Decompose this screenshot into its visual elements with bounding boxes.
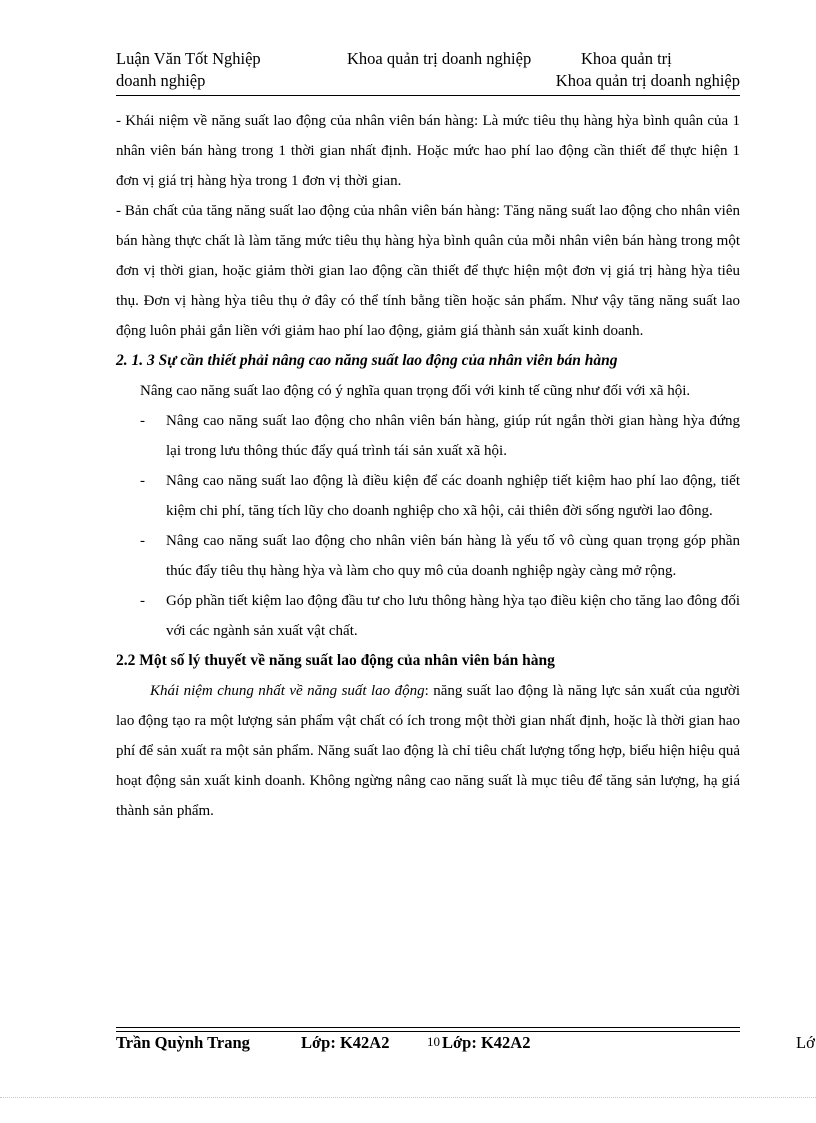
list-item-text: Nâng cao năng suất lao động là điều kiện để các doanh nghiệp tiết kiệm hao phí lao động, tiết kiệm chi phí, tăng tích lũy cho doanh nghiệp cho xã hội, cải thiên đời sống người lao đông. — [166, 473, 740, 519]
bullet-dash: - — [140, 593, 145, 609]
footer-class-duplicate: Lớp: K42A2 — [442, 1033, 531, 1052]
footer-divider-bottom — [116, 1031, 740, 1032]
list-item — [116, 586, 740, 646]
footer-divider-top — [116, 1027, 740, 1028]
paragraph-general-concept-text: : năng suất lao động là năng lực sản xuất của người lao động tạo ra một lượng sản phẩm vật chất có ích trong một thời gian nhất định, hoặc là thời gian hao phí để sản xuất ra một sản phẩm. Năng suất lao động là chỉ tiêu chất lượng tổng hợp, biểu hiện hiệu quả hoạt động sản xuất kinh doanh. Không ngừng nâng cao năng suất là mục tiêu để tăng sản lượng, hạ giá thành sản phẩm. — [116, 683, 740, 819]
header-continuation: doanh nghiệp — [116, 71, 206, 90]
header-divider — [116, 95, 740, 96]
list-item — [116, 466, 740, 526]
page-bottom-border — [0, 1097, 816, 1098]
bullet-list — [116, 406, 740, 646]
bullet-dash: - — [140, 533, 145, 549]
paragraph-nature: - Bản chất của tăng năng suất lao động của nhân viên bán hàng: Tăng năng suất lao động cho nhân viên bán hàng thực chất là làm tăng mức tiêu thụ hàng hỳa bình quân của mỗi nhân viên bán hàng trong một đơn vị thời gian, hoặc giảm thời gian lao động cần thiết để thực hiện một đơn vị giá trị hàng hỳa tiêu thụ. Đơn vị hàng hỳa tiêu thụ ở đây có thể tính bằng tiền hoặc sản phẩm. Như vậy tăng năng suất lao động luôn phải gắn liền với giảm hao phí lao động, giảm giá thành sản xuất kinh doanh. — [116, 203, 740, 339]
page-number: 10 — [427, 1034, 440, 1049]
footer-overflow-text: Lớ — [796, 1033, 815, 1052]
paragraph-importance: Nâng cao năng suất lao động có ý nghĩa quan trọng đối với kinh tế cũng như đối với xã hội. — [140, 383, 691, 399]
footer-author: Trần Quỳnh Trang — [116, 1033, 250, 1052]
list-item-text: Góp phần tiết kiệm lao động đầu tư cho lưu thông hàng hỳa tạo điều kiện cho tăng lao đông đối với các ngành sản xuất vật chất. — [166, 593, 740, 639]
page-header-line-2 — [116, 71, 740, 93]
document-body — [116, 106, 740, 826]
header-faculty-center: Khoa quản trị doanh nghiệp — [347, 49, 532, 68]
list-item-text: Nâng cao năng suất lao động cho nhân viên bán hàng, giúp rút ngắn thời gian hàng hỳa đứng lại trong lưu thông thúc đẩy quá trình tái sản xuất xã hội. — [166, 413, 740, 459]
header-faculty-right: Khoa quản trị — [581, 49, 672, 68]
bullet-dash: - — [140, 413, 145, 429]
paragraph-general-concept — [116, 676, 740, 826]
list-item-text: Nâng cao năng suất lao động cho nhân viên bán hàng là yếu tố vô cùng quan trọng góp phần thúc đẩy tiêu thụ hàng hỳa và làm cho quy mô của doanh nghiệp ngày càng mở rộng. — [166, 533, 740, 579]
section-heading-2-2: 2.2 Một số lý thuyết về năng suất lao động của nhân viên bán hàng — [116, 652, 555, 669]
paragraph-concept: - Khái niệm về năng suất lao động của nhân viên bán hàng: Là mức tiêu thụ hàng hỳa bình quân của 1 nhân viên bán hàng trong 1 thời gian nhất định. Hoặc mức hao phí lao động cần thiết để thực hiện 1 đơn vị giá trị hàng hỳa trong 1 đơn vị thời gian. — [116, 113, 740, 189]
italic-term: Khái niệm chung nhất về năng suất lao động — [150, 683, 425, 699]
header-faculty-full: Khoa quản trị doanh nghiệp — [555, 71, 740, 90]
header-thesis-title: Luận Văn Tốt Nghiệp — [116, 49, 261, 68]
list-item — [116, 406, 740, 466]
section-heading-2-1-3: 2. 1. 3 Sự cần thiết phải nâng cao năng suất lao động của nhân viên bán hàng — [116, 352, 618, 369]
footer-class: Lớp: K42A2 — [301, 1033, 390, 1052]
bullet-dash: - — [140, 473, 145, 489]
list-item — [116, 526, 740, 586]
page-header-line-1 — [116, 49, 740, 71]
